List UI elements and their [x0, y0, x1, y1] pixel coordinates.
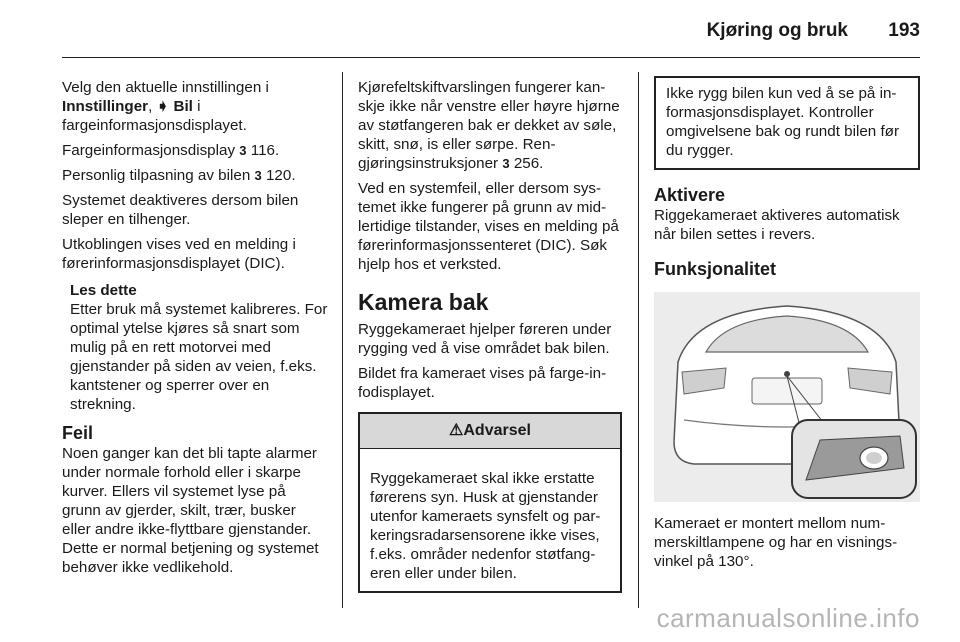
paragraph-camera-intro: Ryggekameraet hjelper føreren under rygging ved å vise området bak bilen.	[358, 321, 612, 357]
page-ref-icon: 3	[239, 143, 247, 158]
warning-title: Advarsel	[463, 422, 531, 439]
warning-header	[360, 414, 620, 449]
paragraph-system-fault: Ved en systemfeil, eller dersom systemet ikke fungerer på grunn av midlertidige tilstander, vises en melding på førerinformasjonssenteret (DIC). Søk hjelp hos et verksted.	[358, 180, 619, 273]
note-block	[70, 281, 328, 414]
heading-kamera-bak: Kamera bak	[358, 289, 489, 315]
warning-continued-box: Ikke rygg bilen kun ved å se på informasjonsdisplayet. Kontroller omgivelsene bak og rundt bilen før du rygger.	[654, 76, 920, 170]
paragraph-lane-change: Kjørefeltskiftvarslingen fungerer kanskje ikke når venstre eller høyre hjørne av støtfangeren bak er dekket av søle, skitt, snø, is eller sørpe. Rengjøringsinstruksjoner 3 256.	[358, 79, 620, 172]
page-ref[interactable]: 116.	[250, 142, 280, 159]
paragraph-ref-personal: Personlig tilpasning av bilen 3 120.	[62, 167, 296, 184]
menu-arrow-icon: ➧	[156, 98, 170, 115]
heading-funksjonalitet: Funksjonalitet	[654, 259, 777, 279]
paragraph-ref-display: Fargeinformasjonsdisplay 3 116.	[62, 142, 280, 159]
page-ref[interactable]: 120.	[265, 167, 296, 184]
column-divider-1	[342, 72, 343, 608]
watermark: carmanualsonline.info	[656, 603, 920, 633]
page-ref-icon: 3	[254, 168, 262, 183]
rear-camera-illustration	[654, 292, 920, 502]
note-text: Etter bruk må systemet kalibreres. For optimal ytelse kjøres så snart som mulig på en rett motorvei med gjenstander på siden av veien, f.eks. kantstener og sperrer over en strekning.	[70, 301, 328, 413]
warning-box	[358, 412, 622, 593]
column-3	[654, 78, 920, 577]
paragraph-camera-display: Bildet fra kameraet vises på farge-infodisplayet.	[358, 365, 607, 401]
column-1	[62, 78, 328, 583]
page-header	[62, 18, 920, 44]
heading-aktivere: Aktivere	[654, 185, 726, 205]
note-title: Les dette	[70, 282, 137, 299]
paragraph-settings: Velg den aktuelle innstillingen i Innstillinger, ➧ Bil i fargeinformasjonsdisplayet.	[62, 79, 269, 134]
paragraph-dic: Utkoblingen vises ved en melding i førerinformasjonsdisplayet (DIC).	[62, 236, 296, 272]
page-ref-icon: 3	[502, 156, 510, 171]
paragraph-trailer: Systemet deaktiveres dersom bilen sleper en tilhenger.	[62, 192, 299, 228]
warning-text: Ryggekameraet skal ikke erstatte førerens syn. Husk at gjenstander utenfor kameraets synsfelt og parkeringsradarsensorene ikke vises, f.eks. områder nedenfor støtfangeren eller under bilen.	[370, 470, 601, 582]
page-number: 193	[888, 20, 920, 41]
header-rule	[62, 57, 920, 58]
warning-icon: ⚠	[449, 422, 464, 439]
paragraph-aktivere: Riggekameraet aktiveres automatisk når bilen settes i revers.	[654, 207, 900, 243]
heading-feil: Feil	[62, 423, 94, 443]
paragraph-feil: Noen ganger kan det bli tapte alarmer under normale forhold eller i skarpe kurver. Ellers vil systemet lyse på grunn av gjerder, skilt, trær, busker eller andre ikke-flyttbare gjenstander. Dette er normal betjening og systemet behøver ikke vedlikehold.	[62, 445, 319, 576]
column-2	[358, 78, 622, 593]
figure-caption: Kameraet er montert mellom nummerskiltlampene og har en visningsvinkel på 130°.	[654, 515, 898, 570]
column-divider-2	[638, 72, 639, 608]
page-ref[interactable]: 256.	[513, 155, 544, 172]
car-rear-illustration	[654, 292, 920, 502]
header-title: Kjøring og bruk	[706, 20, 848, 41]
